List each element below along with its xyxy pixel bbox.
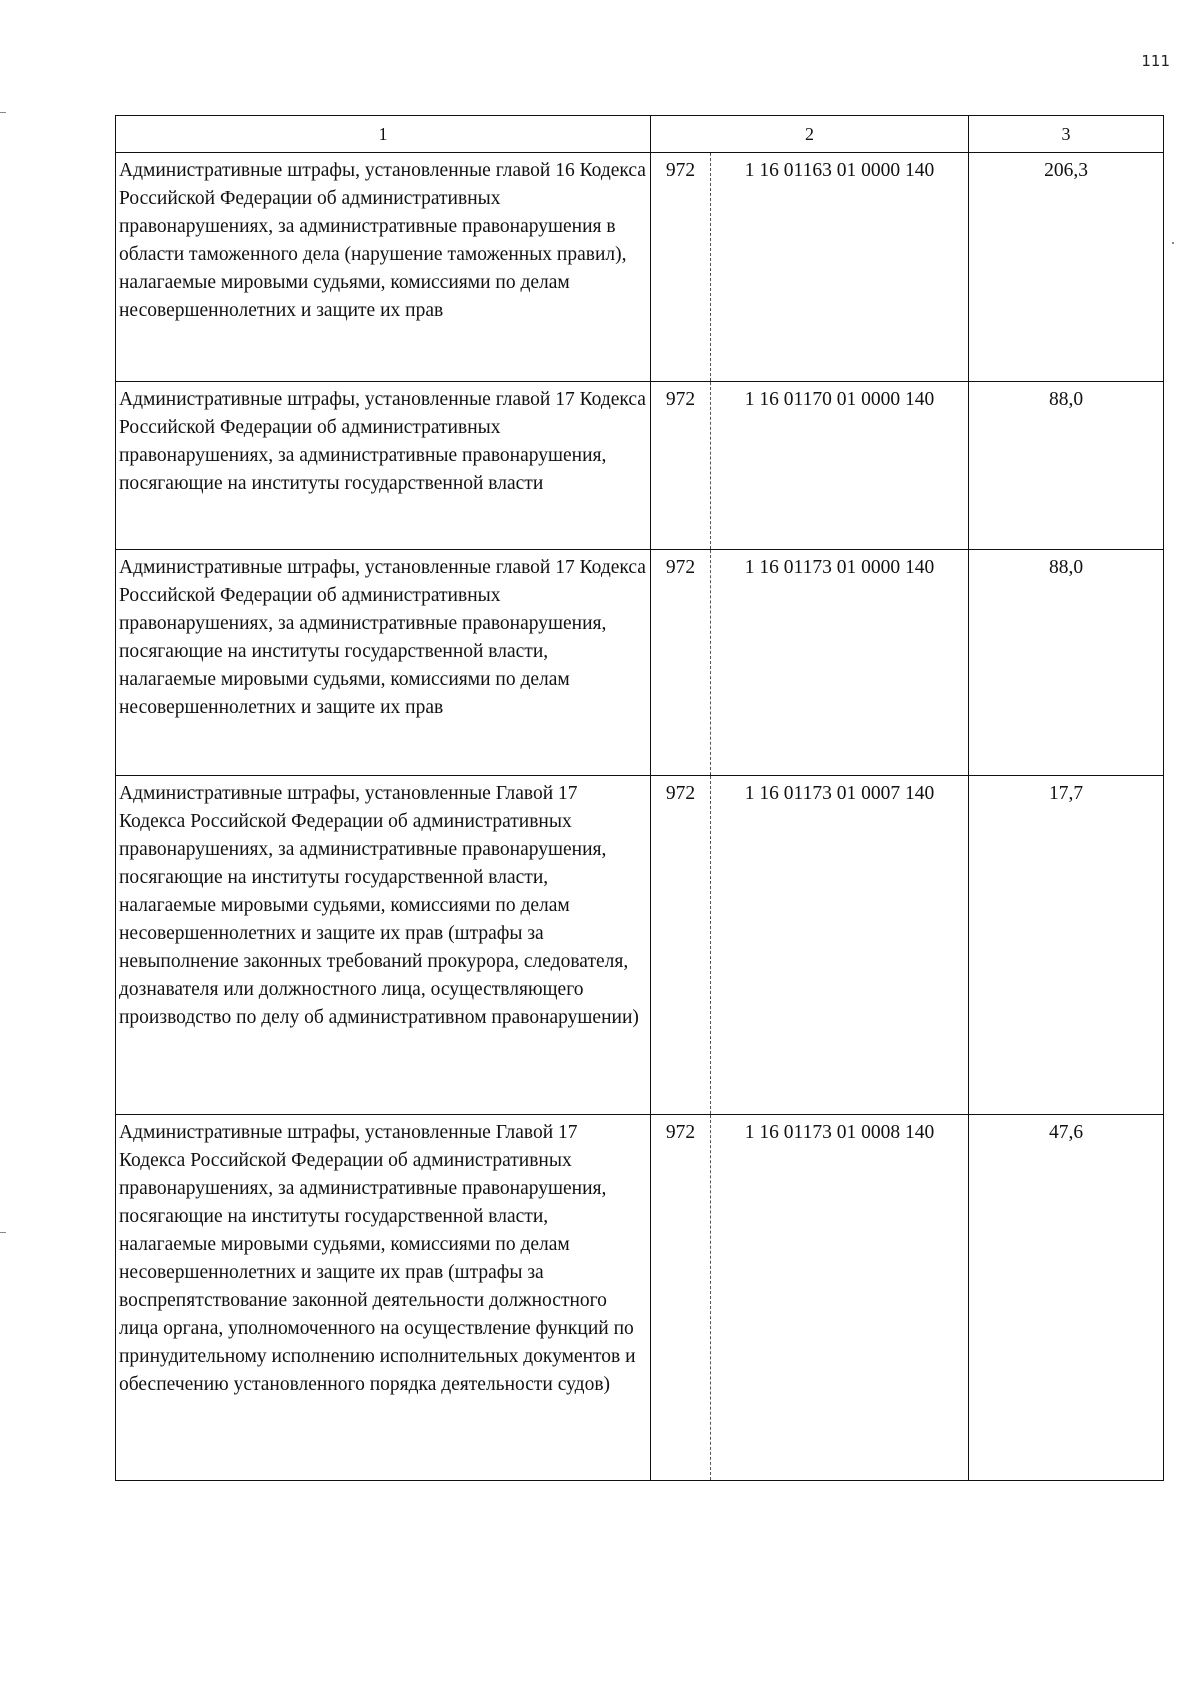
table-row <box>116 1115 1164 1481</box>
table-header-row <box>116 116 1164 153</box>
scan-speck <box>1172 242 1174 244</box>
row-code-cell: 1 16 01173 01 0007 140 <box>711 776 969 1115</box>
column-header-2: 2 <box>651 116 969 153</box>
row-admin-cell: 972 <box>651 153 711 382</box>
row-sum-cell: 88,0 <box>969 382 1164 550</box>
row-code-cell: 1 16 01173 01 0008 140 <box>711 1115 969 1481</box>
row-code-cell: 1 16 01173 01 0000 140 <box>711 550 969 776</box>
row-sum-cell: 88,0 <box>969 550 1164 776</box>
row-sum-cell: 17,7 <box>969 776 1164 1115</box>
row-admin-cell: 972 <box>651 776 711 1115</box>
table-row <box>116 153 1164 382</box>
table-row <box>116 776 1164 1115</box>
row-sum-cell: 47,6 <box>969 1115 1164 1481</box>
row-name-cell: Административные штрафы, установленные Главой 17 Кодекса Российской Федерации об административных правонарушениях, за административные правонарушения, посягающие на институты государственной власти, налагаемые мировыми судьями, комиссиями по делам несовершеннолетних и защите их прав (штрафы за воспрепятствование законной деятельности должностного лица органа, уполномоченного на осуществление функций по принудительному исполнению исполнительных документов и обеспечению установленного порядка деятельности судов) <box>116 1115 651 1481</box>
row-code-cell: 1 16 01163 01 0000 140 <box>711 153 969 382</box>
row-code-cell: 1 16 01170 01 0000 140 <box>711 382 969 550</box>
row-admin-cell: 972 <box>651 1115 711 1481</box>
row-sum-cell: 206,3 <box>969 153 1164 382</box>
column-header-3: 3 <box>969 116 1164 153</box>
row-name-cell: Административные штрафы, установленные главой 17 Кодекса Российской Федерации об административных правонарушениях, за административные правонарушения, посягающие на институты государственной власти <box>116 382 651 550</box>
page-number: 111 <box>1141 52 1170 70</box>
row-admin-cell: 972 <box>651 550 711 776</box>
row-name-cell: Административные штрафы, установленные главой 17 Кодекса Российской Федерации об административных правонарушениях, за административные правонарушения, посягающие на институты государственной власти, налагаемые мировыми судьями, комиссиями по делам несовершеннолетних и защите их прав <box>116 550 651 776</box>
column-header-1: 1 <box>116 116 651 153</box>
table-row <box>116 382 1164 550</box>
scan-speck <box>0 1232 6 1233</box>
revenue-table <box>115 115 1164 1481</box>
row-name-cell: Административные штрафы, установленные главой 16 Кодекса Российской Федерации об административных правонарушениях, за административные правонарушения в области таможенного дела (нарушение таможенных правил), налагаемые мировыми судьями, комиссиями по делам несовершеннолетних и защите их прав <box>116 153 651 382</box>
scan-speck <box>0 112 6 113</box>
table-row <box>116 550 1164 776</box>
row-name-cell: Административные штрафы, установленные Главой 17 Кодекса Российской Федерации об административных правонарушениях, за административные правонарушения, посягающие на институты государственной власти, налагаемые мировыми судьями, комиссиями по делам несовершеннолетних и защите их прав (штрафы за невыполнение законных требований прокурора, следователя, дознавателя или должностного лица, осуществляющего производство по делу об административном правонарушении) <box>116 776 651 1115</box>
row-admin-cell: 972 <box>651 382 711 550</box>
